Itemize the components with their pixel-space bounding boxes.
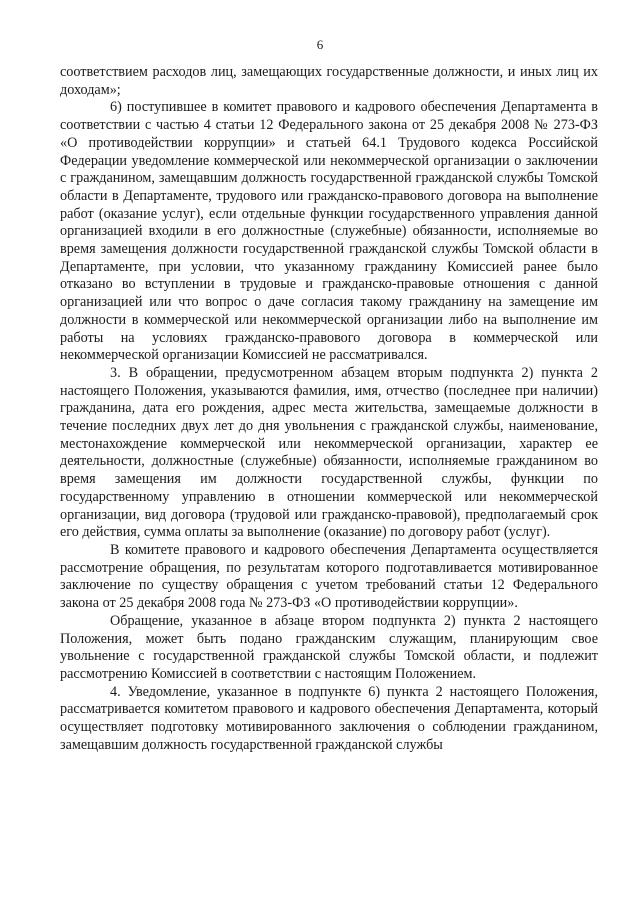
document-body xyxy=(60,64,598,754)
paragraph-item-3-consideration: В комитете правового и кадрового обеспечения Департамента осуществляется рассмотрение обращения, по результатам которого подготавливается мотивированное заключение по существу обращения с учетом требований статьи 12 Федерального закона от 25 декабря 2008 года № 273-ФЗ «О противодействии коррупции». xyxy=(60,541,598,612)
paragraph-item-6: 6) поступившее в комитет правового и кадрового обеспечения Департамента в соответствии с частью 4 статьи 12 Федерального закона от 25 декабря 2008 № 273-ФЗ «О противодействии коррупции» и статьей 64.1 Трудового кодекса Российской Федерации уведомление коммерческой или некоммерческой организации о заключении с гражданином, замещавшим должность государственной гражданской службы Томской области в Департаменте, трудового или гражданско-правового договора на выполнение работ (оказание услуг), если отдельные функции государственного управления данной организацией входили в его должностные (служебные) обязанности, исполняемые во время замещения должности государственной гражданской службы Томской области в Департаменте, при условии, что указанному гражданину Комиссией ранее было отказано во вступлении в трудовые и гражданско-правовые отношения с данной организацией или что вопрос о даче согласия такому гражданину на замещение им должности в коммерческой или некоммерческой организации либо на выполнение им работы на условиях гражданско-правового договора в коммерческой или некоммерческой организации Комиссией не рассматривался. xyxy=(60,99,598,364)
paragraph-item-4: 4. Уведомление, указанное в подпункте 6) пункта 2 настоящего Положения, рассматривается комитетом правового и кадрового обеспечения Департамента, который осуществляет подготовку мотивированного заключения о соблюдении гражданином, замещавшим должность государственной гражданской службы xyxy=(60,683,598,753)
page-number: 6 xyxy=(316,37,324,52)
paragraph-continuation: соответствием расходов лиц, замещающих государственные должности, и иных лиц их доходам»; xyxy=(60,64,598,98)
paragraph-item-3: 3. В обращении, предусмотренном абзацем вторым подпункта 2) пункта 2 настоящего Положения, указываются фамилия, имя, отчество (последнее при наличии) гражданина, дата его рождения, адрес места жительства, замещаемые должности в течение последних двух лет до дня увольнения с гражданской службы, наименование, местонахождение коммерческой или некоммерческой организации, характер ее деятельности, должностные (служебные) обязанности, исполняемые гражданином во время замещения им должности государственной службы, функции по государственному управлению в отношении коммерческой или некоммерческой организации, вид договора (трудовой или гражданско-правовой), предполагаемый срок его действия, сумма оплаты за выполнение (оказание) по договору работ (услуг). xyxy=(60,364,598,541)
paragraph-item-3-submission: Обращение, указанное в абзаце втором подпункта 2) пункта 2 настоящего Положения, может быть подано гражданским служащим, планирующим свое увольнение с государственной гражданской службы Томской области, и подлежит рассмотрению Комиссией в соответствии с настоящим Положением. xyxy=(60,612,598,682)
